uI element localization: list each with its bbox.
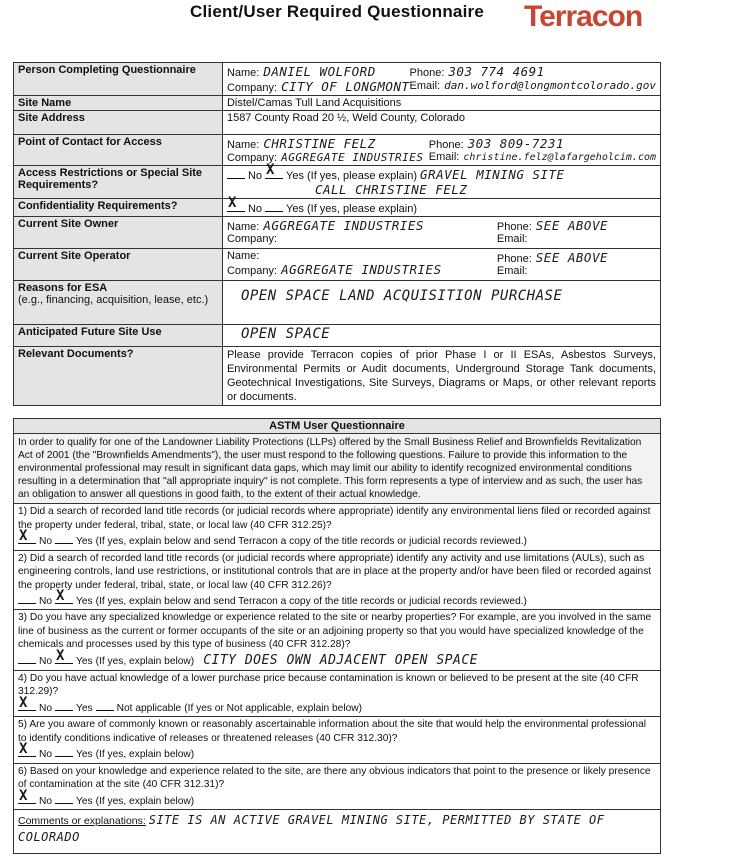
q2-no-label: No — [39, 595, 53, 607]
person-phone-label: Phone: — [409, 67, 445, 79]
access-yes-mark: X — [266, 162, 275, 178]
q5-no-blank[interactable] — [18, 741, 36, 758]
q6-no-mark: X — [19, 787, 28, 804]
astm-title: ASTM User Questionnaire — [14, 419, 660, 434]
q6-no-blank[interactable] — [18, 787, 36, 804]
site-name-value[interactable]: Distel/Camas Tull Land Acquisitions — [222, 96, 660, 111]
q1-yes-label: Yes — [76, 536, 93, 548]
contact-phone-label: Phone: — [428, 139, 464, 151]
confidentiality-no-mark: X — [227, 195, 237, 211]
question-5 — [14, 716, 660, 762]
documents-value: Please provide Terracon copies of prior Phase I or II ESAs, Asbestos Surveys, Environmental Permits or Audit documents, Underground Storage Tank documents, Geotechnical Investigations, Site Surveys, Diagrams or Maps, or other relevant reports or documents. — [222, 347, 660, 406]
q6-hint: (If yes, explain below) — [95, 795, 195, 807]
q5-no-mark: X — [19, 741, 28, 758]
confidentiality-yes-blank[interactable] — [265, 200, 283, 212]
operator-phone-label: Phone: — [496, 253, 532, 265]
q3-yes-label: Yes — [76, 655, 93, 667]
q4-na-blank[interactable] — [96, 699, 114, 711]
contact-company[interactable]: AGGREGATE INDUSTRIES — [281, 151, 424, 164]
row-confidentiality — [14, 199, 661, 217]
q3-no-blank[interactable] — [18, 652, 36, 664]
person-label: Person Completing Questionnaire — [14, 63, 223, 96]
owner-value[interactable]: AGGREGATE INDUSTRIES — [263, 218, 424, 233]
confidentiality-no-blank[interactable] — [227, 195, 245, 212]
row-person — [14, 63, 661, 96]
operator-name-label: Name: — [226, 250, 260, 262]
reasons-label: Reasons for ESA — [18, 282, 108, 294]
contact-email-label: Email: — [428, 151, 460, 163]
terracon-logo: Terracon — [524, 0, 643, 33]
q3-note[interactable]: CITY DOES OWN ADJACENT OPEN SPACE — [203, 652, 478, 668]
owner-phone-label: Phone: — [496, 221, 532, 233]
future-use-value[interactable]: OPEN SPACE — [240, 326, 331, 342]
q3-hint: (If yes, explain below) — [95, 655, 195, 667]
q4-no-blank[interactable] — [18, 694, 36, 711]
confidentiality-yes-label: Yes — [286, 203, 304, 215]
operator-cell — [222, 249, 660, 281]
owner-name-label: Name: — [226, 221, 260, 233]
question-3-text: 3) Do you have any specialized knowledge or experience related to the site or nearby properties? For example, are you involved in the same line of business as the current or former occupants of the site or an adjoining property so that you would have specialized knowledge of the chemicals and processes used by this type of business (40 CFR 312.28)? — [18, 612, 652, 651]
access-no-label: No — [247, 170, 263, 182]
comments-label: Comments or explanations: — [18, 815, 146, 827]
confidentiality-cell — [222, 195, 660, 217]
access-note-1[interactable]: GRAVEL MINING SITE — [420, 167, 565, 182]
access-cell — [222, 162, 660, 199]
person-company-label: Company: — [226, 82, 278, 94]
owner-email-label: Email: — [496, 233, 528, 245]
q5-yes-label: Yes — [76, 749, 93, 761]
contact-name-label: Name: — [226, 139, 260, 151]
question-1-text: 1) Did a search of recorded land title records (or judicial records where appropriate) identify any environmental liens filed or recorded against the property under federal, tribal, state, or local law (40 CFR 312.25)? — [18, 506, 651, 531]
comments-value[interactable]: SITE IS AN ACTIVE GRAVEL MINING SITE, PERMITTED BY STATE OF COLORADO — [18, 813, 605, 844]
q1-no-blank[interactable] — [18, 528, 36, 545]
contact-name[interactable]: CHRISTINE FELZ — [263, 136, 376, 151]
question-4-text: 4) Do you have actual knowledge of a lower purchase price because contamination is known or believed to be present at the site (40 CFR 312.29)? — [18, 672, 639, 698]
page-title: Client/User Required Questionnaire — [190, 2, 484, 21]
operator-label: Current Site Operator — [14, 249, 223, 281]
q6-yes-blank[interactable] — [55, 792, 73, 804]
future-use-cell — [222, 325, 660, 347]
q1-hint: (If yes, explain below and send Terracon a copy of the title records or judicial records reviewed.) — [95, 536, 527, 548]
question-6 — [14, 763, 660, 809]
person-name-label: Name: — [226, 67, 260, 79]
q4-hint: (If yes or Not applicable, explain below) — [184, 702, 363, 714]
site-address-value[interactable]: 1587 County Road 20 ½, Weld County, Colorado — [222, 111, 660, 135]
q6-yes-label: Yes — [76, 795, 93, 807]
astm-intro: In order to qualify for one of the Landowner Liability Protections (LLPs) offered by the Small Business Relief and Brownfields Revitalization Act of 2001 (the "Brownfields Amendments"), the user must respond to the following questions. Failure to provide this information to the environmental professional may result in significant data gaps, which may limit our ability to identify recognized environmental conditions resulting in a determination that "all appropriate inquiry" is not complete. This form represents a type of interview and as such, the user has an obligation to answer all questions in good faith, to the extent of their actual knowledge. — [14, 434, 660, 503]
q3-no-label: No — [39, 655, 53, 667]
q2-yes-mark: X — [56, 587, 65, 604]
q2-hint: (If yes, explain below and send Terracon a copy of the title records or judicial records reviewed.) — [95, 595, 527, 607]
access-note-2[interactable]: CALL CHRISTINE FELZ — [314, 182, 468, 197]
access-yes-blank[interactable] — [265, 162, 283, 179]
operator-company-label: Company: — [226, 265, 278, 277]
reasons-sub: (e.g., financing, acquisition, lease, etc.) — [18, 294, 209, 306]
confidentiality-label: Confidentiality Requirements? — [14, 199, 223, 217]
q2-yes-label: Yes — [76, 595, 93, 607]
row-documents — [14, 347, 661, 406]
person-name[interactable]: DANIEL WOLFORD — [263, 64, 376, 79]
contact-cell — [222, 135, 660, 166]
person-email[interactable]: dan.wolford@longmontcolorado.gov — [444, 79, 656, 92]
q1-no-label: No — [39, 536, 53, 548]
reasons-value[interactable]: OPEN SPACE LAND ACQUISITION PURCHASE — [240, 288, 563, 304]
owner-label: Current Site Owner — [14, 217, 223, 249]
question-4 — [14, 670, 660, 716]
row-future-use — [14, 325, 661, 347]
person-cell — [222, 63, 660, 96]
access-hint: (If yes, please explain) — [306, 170, 418, 182]
row-site-address — [14, 111, 661, 135]
person-phone[interactable]: 303 774 4691 — [448, 64, 545, 79]
reasons-cell — [222, 281, 660, 325]
q1-no-mark: X — [19, 528, 28, 545]
astm-section — [13, 418, 661, 854]
q3-yes-blank[interactable] — [55, 647, 73, 664]
operator-email-label: Email: — [496, 265, 528, 277]
row-operator — [14, 249, 661, 281]
row-contact — [14, 135, 661, 166]
q4-no-mark: X — [19, 694, 28, 711]
contact-email[interactable]: christine.felz@lafargeholcim.com — [463, 152, 656, 163]
confidentiality-no-label: No — [247, 203, 263, 215]
confidentiality-hint: (If yes, please explain) — [306, 203, 418, 215]
q4-yes-label: Yes — [76, 702, 93, 714]
operator-contact[interactable]: SEE ABOVE — [535, 250, 608, 265]
site-address-label: Site Address — [14, 111, 223, 135]
row-access — [14, 166, 661, 199]
q5-yes-blank[interactable] — [55, 745, 73, 757]
q5-hint: (If yes, explain below) — [95, 749, 195, 761]
q4-no-label: No — [39, 702, 53, 714]
row-site-name — [14, 96, 661, 111]
row-reasons — [14, 281, 661, 325]
q4-na-label: Not applicable — [116, 702, 182, 714]
owner-cell — [222, 217, 660, 249]
contact-phone[interactable]: 303 809-7231 — [467, 136, 564, 151]
info-table — [13, 62, 661, 406]
row-owner — [14, 217, 661, 249]
question-2 — [14, 550, 660, 610]
q2-yes-blank[interactable] — [55, 587, 73, 604]
operator-value[interactable]: AGGREGATE INDUSTRIES — [281, 262, 442, 277]
q4-yes-blank[interactable] — [55, 699, 73, 711]
owner-contact[interactable]: SEE ABOVE — [535, 218, 608, 233]
comments-section — [14, 809, 660, 853]
question-5-text: 5) Are you aware of commonly known or reasonably ascertainable information about the site that would help the environmental professional to identify conditions indicative of releases or threatened releases (40 CFR 312.30)? — [18, 719, 647, 744]
question-1 — [14, 503, 660, 549]
owner-company-label: Company: — [226, 233, 278, 245]
contact-label: Point of Contact for Access — [14, 135, 223, 166]
question-3 — [14, 609, 660, 670]
person-company[interactable]: CITY OF LONGMONT — [281, 79, 410, 94]
contact-company-label: Company: — [226, 152, 278, 164]
reasons-label-cell — [14, 281, 223, 325]
q3-yes-mark: X — [56, 647, 65, 664]
q1-yes-blank[interactable] — [55, 532, 73, 544]
documents-label: Relevant Documents? — [14, 347, 223, 406]
site-name-label: Site Name — [14, 96, 223, 111]
q6-no-label: No — [39, 795, 53, 807]
access-yes-label: Yes — [286, 170, 304, 182]
question-2-text: 2) Did a search of recorded land title records (or judicial records where appropriate) identify any activity and use limitations (AULs), such as engineering controls, land use restrictions, or institutional controls that are in place at the property and/or have been filed or recorded against the property under federal, tribal, state, or local law (40 CFR 312.26)? — [18, 552, 652, 591]
q2-no-blank[interactable] — [18, 592, 36, 604]
access-no-blank[interactable] — [227, 167, 245, 179]
future-use-label: Anticipated Future Site Use — [14, 325, 223, 347]
person-email-label: Email: — [409, 80, 441, 92]
access-label: Access Restrictions or Special Site Requirements? — [14, 166, 223, 199]
q5-no-label: No — [39, 749, 53, 761]
question-6-text: 6) Based on your knowledge and experience related to the site, are there any obvious indicators that point to the presence or likely presence of contamination at the site (40 CFR 312.31)? — [18, 765, 651, 791]
